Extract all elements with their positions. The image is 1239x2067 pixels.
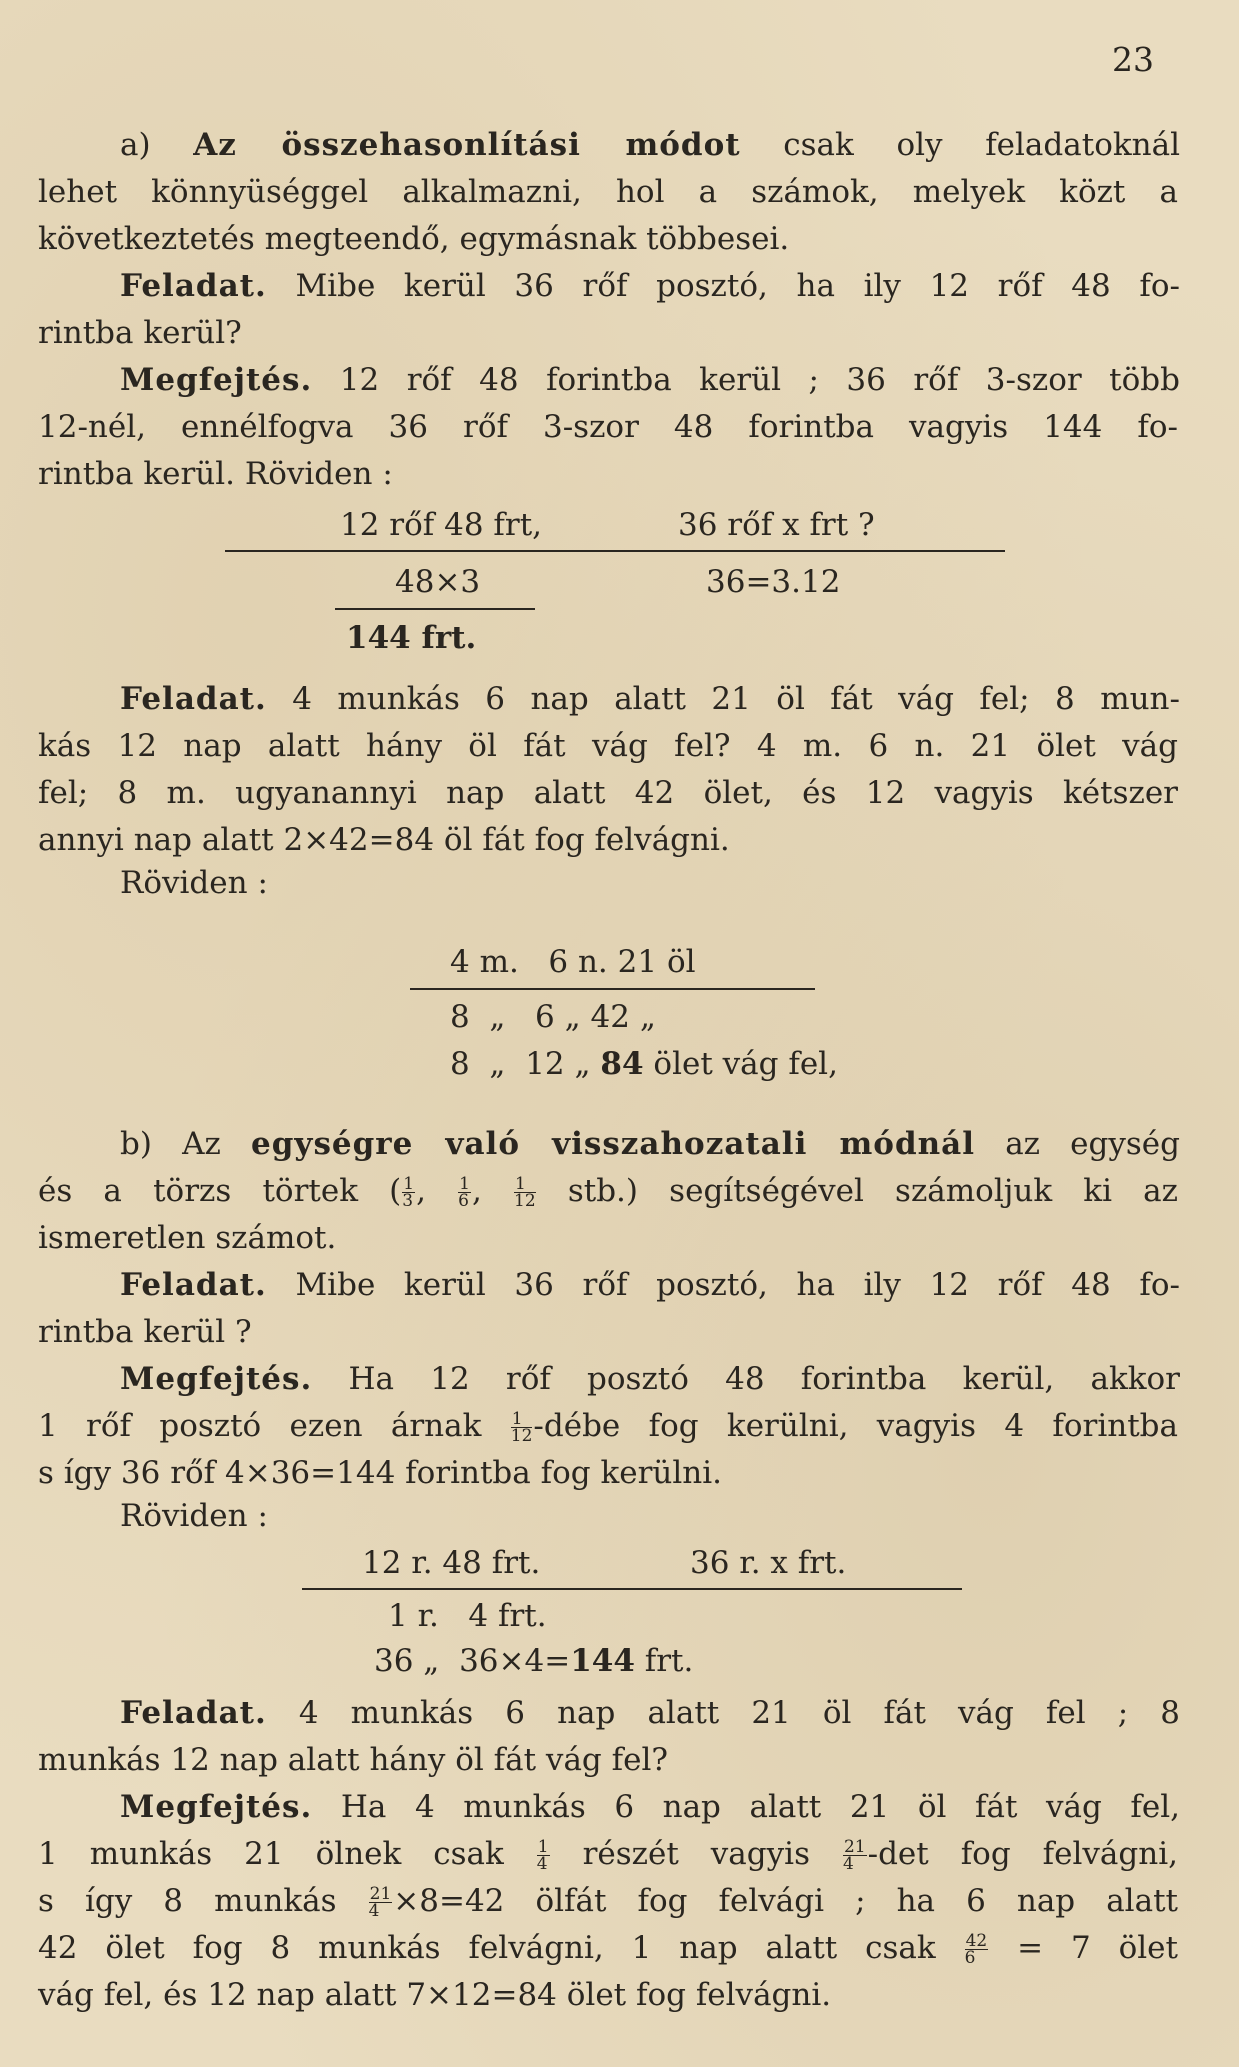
section-a-line-3: következtetés megteendő, egymásnak többesei. <box>38 221 790 257</box>
solution-3-line-3: s így 36 rőf 4×36=144 forintba fog kerülni. <box>38 1455 723 1491</box>
solution-4-line-3: s így 8 munkás $\frac{21}{4}$ ×8=42 ölfát fog felvági ; ha 6 nap alatt <box>38 1883 1178 1921</box>
calc-2-row2: 8 „ 6 „ 42 „ <box>450 999 656 1035</box>
task-3-line-1: Feladat. Mibe kerül 36 rőf posztó, ha ily 12 rőf 48 fo- <box>120 1267 1180 1303</box>
calc-3-rule <box>302 1588 962 1590</box>
solution-4-line-2: 1 munkás 21 ölnek csak $\frac{1}{4}$ részét vagyis $\frac{21}{4}$ -det fog felvágni, <box>38 1836 1178 1874</box>
task-1-line-2: rintba kerül? <box>38 315 242 351</box>
fraction-one-twelfth: $\frac{1}{12}$ <box>514 1174 536 1211</box>
fraction-one-twelfth: $\frac{1}{12}$ <box>510 1409 533 1446</box>
task-label: Feladat. <box>120 1695 267 1731</box>
task-2-line-3: fel; 8 m. ugyanannyi nap alatt 42 ölet, és 12 vagyis kétszer <box>38 775 1178 811</box>
task-label: Feladat. <box>120 1267 267 1303</box>
fraction-one-third: $\frac{1}{3}$ <box>402 1174 415 1211</box>
section-a-line-1: a) Az összehasonlítási módot csak oly feladatoknál <box>120 127 1181 163</box>
solution-1-line-3: rintba kerül. Röviden : <box>38 456 393 492</box>
calc-1-result-rule <box>335 608 535 610</box>
solution-3-short: Röviden : <box>120 1498 268 1534</box>
task-4-line-2: munkás 12 nap alatt hány öl fát vág fel? <box>38 1742 668 1778</box>
calc-3-row1-right: 36 r. x frt. <box>690 1545 847 1581</box>
solution-label: Megfejtés. <box>120 362 313 398</box>
task-label: Feladat. <box>120 681 267 717</box>
solution-label: Megfejtés. <box>120 1361 313 1397</box>
solution-1-line-1: Megfejtés. 12 rőf 48 forintba kerül ; 36 rőf 3-szor több <box>120 362 1180 398</box>
section-a-line-2: lehet könnyüséggel alkalmazni, hol a számok, melyek közt a <box>38 174 1178 210</box>
fraction-one-sixth: $\frac{1}{6}$ <box>458 1174 470 1211</box>
solution-3-line-2: 1 rőf posztó ezen árnak $\frac{1}{12}$ -débe fog kerülni, vagyis 4 forintba <box>38 1408 1178 1446</box>
calc-2-row3: 8 „ 12 „ 84 ölet vág fel, <box>450 1046 838 1082</box>
calc-3-row2: 1 r. 4 frt. <box>388 1598 547 1634</box>
solution-4-line-5: vág fel, és 12 nap alatt 7×12=84 ölet fog felvágni. <box>38 1977 832 2013</box>
section-a-heading: Az összehasonlítási módot <box>193 127 741 163</box>
calc-2-row1: 4 m. 6 n. 21 öl <box>450 944 696 980</box>
section-a-marker: a) <box>120 127 151 163</box>
calc-1-row1-right: 36 rőf x frt ? <box>678 507 875 543</box>
calc-1-rule <box>225 550 1005 552</box>
calc-2-rule <box>410 988 815 990</box>
section-b-line-3: ismeretlen számot. <box>38 1220 337 1256</box>
calc-3-row3: 36 „ 36×4=144 frt. <box>374 1643 694 1679</box>
task-2-short: Röviden : <box>120 865 268 901</box>
section-b-heading: egységre való visszahozatali módnál <box>251 1126 976 1162</box>
calc-1-row2-right: 36=3.12 <box>706 564 841 600</box>
fraction-21-fourths: $\frac{21}{4}$ <box>842 1837 866 1874</box>
task-3-line-2: rintba kerül ? <box>38 1314 252 1350</box>
solution-3-line-1: Megfejtés. Ha 12 rőf posztó 48 forintba kerül, akkor <box>120 1361 1180 1397</box>
section-b-line-2: és a törzs törtek ( $\frac{1}{3}$ , $\frac{1}{6}$ , $\frac{1}{12}$ stb.) segítségével számoljuk ki az <box>38 1173 1178 1211</box>
task-2-line-2: kás 12 nap alatt hány öl fát vág fel? 4 m. 6 n. 21 ölet vág <box>38 728 1178 764</box>
task-2-line-1: Feladat. 4 munkás 6 nap alatt 21 öl fát vág fel; 8 mun- <box>120 681 1180 717</box>
section-b-marker: b) <box>120 1126 152 1162</box>
task-2-line-4: annyi nap alatt 2×42=84 öl fát fog felvágni. <box>38 822 730 858</box>
calc-1-row2-left: 48×3 <box>395 564 481 600</box>
task-4-line-1: Feladat. 4 munkás 6 nap alatt 21 öl fát vág fel ; 8 <box>120 1695 1181 1731</box>
section-b-line-1: b) Az egységre való visszahozatali módnál az egység <box>120 1126 1180 1162</box>
fraction-21-fourths: $\frac{21}{4}$ <box>368 1884 392 1921</box>
task-label: Feladat. <box>120 268 267 304</box>
calc-3-row1-left: 12 r. 48 frt. <box>362 1545 541 1581</box>
fraction-42-sixths: $\frac{42}{6}$ <box>964 1931 988 1968</box>
calc-1-row1-left: 12 rőf 48 frt, <box>340 507 543 543</box>
solution-label: Megfejtés. <box>120 1789 313 1825</box>
task-1-line-1: Feladat. Mibe kerül 36 rőf posztó, ha ily 12 rőf 48 fo- <box>120 268 1180 304</box>
solution-4-line-4: 42 ölet fog 8 munkás felvágni, 1 nap alatt csak $\frac{42}{6}$ = 7 ölet <box>38 1930 1178 1968</box>
calc-1-result: 144 frt. <box>346 620 477 656</box>
solution-4-line-1: Megfejtés. Ha 4 munkás 6 nap alatt 21 öl fát vág fel, <box>120 1789 1180 1825</box>
page-number: 23 <box>1112 40 1154 79</box>
fraction-one-fourth: $\frac{1}{4}$ <box>536 1837 549 1874</box>
solution-1-line-2: 12-nél, ennélfogva 36 rőf 3-szor 48 forintba vagyis 144 fo- <box>38 409 1178 445</box>
